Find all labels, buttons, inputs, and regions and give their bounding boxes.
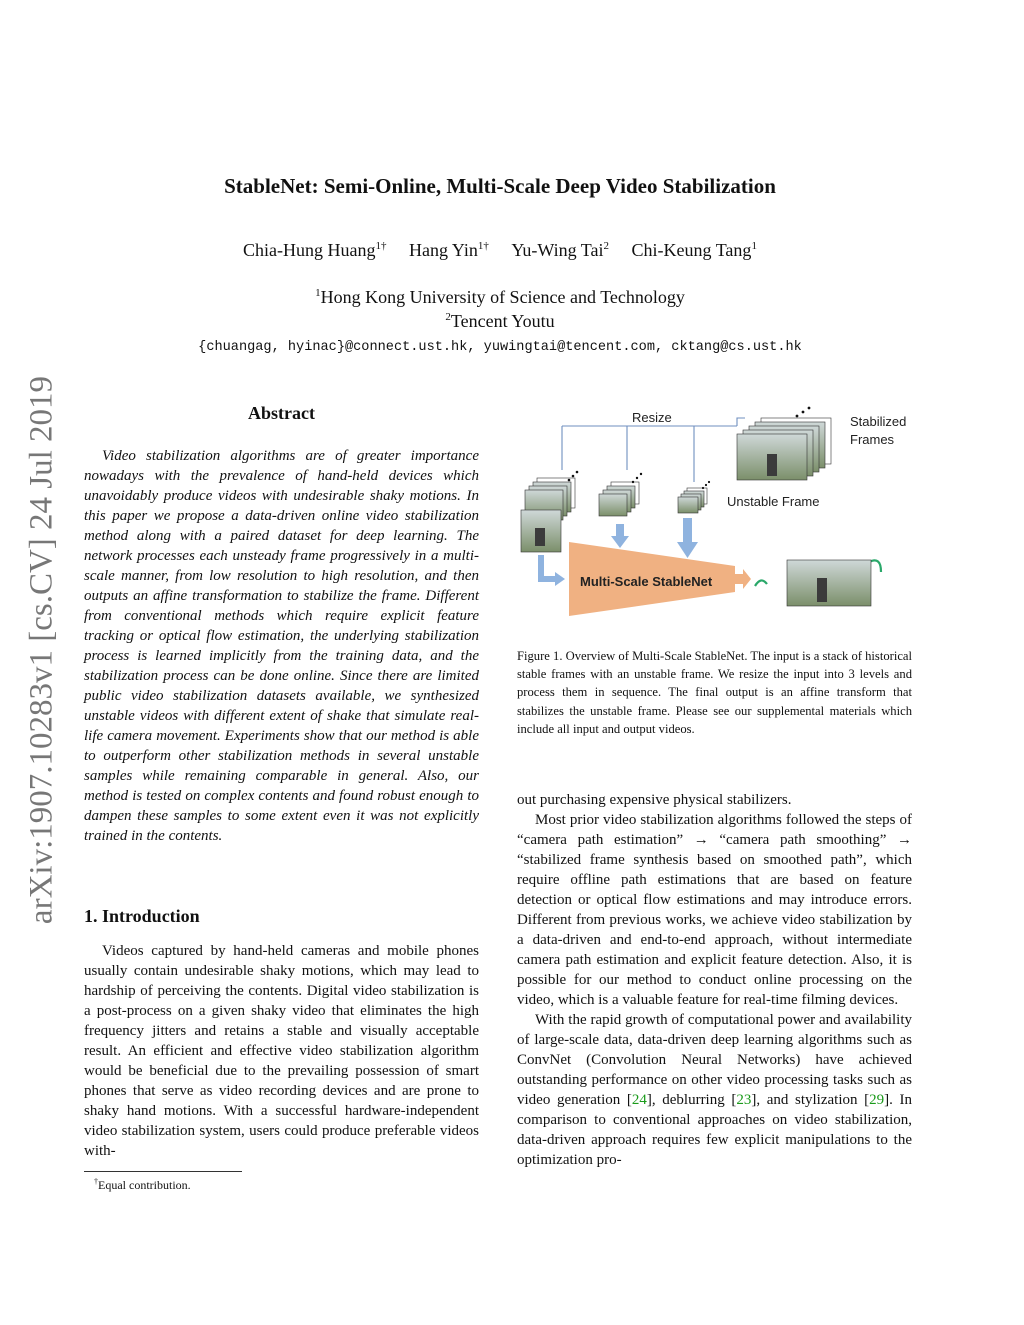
author: Yu-Wing Tai$^2$: [511, 240, 610, 260]
frame-stack-medium: [599, 473, 642, 516]
footnote-rule: [84, 1171, 242, 1172]
network-label: Multi-Scale StableNet: [580, 574, 713, 589]
unstable-frame-label: Unstable Frame: [727, 494, 820, 509]
author: Hang Yin$^{1\dagger}$: [409, 240, 489, 260]
citation-link[interactable]: 23: [736, 1092, 752, 1108]
citation-link[interactable]: 29: [869, 1092, 885, 1108]
down-arrow: [677, 518, 698, 558]
abstract-heading: Abstract: [248, 403, 315, 423]
abstract-text: Video stabilization algorithms are of greater importance nowadays with the prevalence of hand-held devices which unavoidably produce videos with undesirable shaky motions. In this paper we propose a data-driven online video stabilization method along with a paired dataset for deep learning. The network processes each unsteady frame progressively in a multi-scale manner, from low resolution to high resolution, and then outputs an affine transformation to stabilize the frame. Different from conventional methods which require explicit feature tracking or optical flow estimation, the underlying stabilization process is learned implicitly from the training data, and the stabilization process can be done online. Since there are limited public video stabilization datasets available, we synthesized unstable videos with different extent of shake that simulate real-life camera movement. Experiments show that our method is able to outperform other stabilization methods in several unstable samples while remaining comparable in general. Also, our method is tested on complex contents and found robust enough to dampen these samples to some extent even it was not explicitly trained in the contents.: [84, 448, 479, 844]
figure-overview: [517, 400, 912, 622]
stabilized-label: Stabilized: [850, 414, 907, 429]
citation-link[interactable]: 24: [631, 1092, 647, 1108]
author: Chi-Keung Tang$^1$: [631, 240, 757, 260]
resize-lines: [562, 418, 745, 482]
stabilized-frame-stack: [737, 407, 831, 480]
output-frame: [787, 560, 871, 606]
affiliation: $^1$Hong Kong University of Science and Technology: [315, 287, 685, 307]
author: Chia-Hung Huang$^{1\dagger}$: [243, 240, 387, 260]
footnote: †Equal contribution.: [94, 1177, 191, 1192]
introduction-paragraph: Videos captured by hand-held cameras and mobile phones usually contain undesirable shaky motions, which may lead to hardship of perceiving the contents. Digital video stabilization is a post-process on a given shaky video that eliminates the high frequency jitters and retains a stable and visually acceptable result. An efficient and effective video stabilization algorithm would be beneficial due to the prevailing possession of smart phones that serve as video recording devices and are prone to shaky hand motions. With a successful hardware-independent video stabilization system, users could produce preferable videos with-: [84, 943, 479, 1159]
resize-label: Resize: [632, 410, 672, 425]
introduction-heading: 1. Introduction: [84, 906, 200, 926]
frame-stack-small: [678, 481, 710, 513]
author-emails: {chuangag, hyinac}@connect.ust.hk, yuwingtai@tencent.com, cktang@cs.ust.hk: [198, 340, 802, 355]
curve-arrow: [755, 580, 767, 586]
output-arrow: [735, 569, 751, 589]
figure-caption: Figure 1. Overview of Multi-Scale StableNet. The input is a stack of historical stable frames with an unstable frame. We resize the input into 3 levels and process them in sequence. The final output is an affine transform that stabilizes the unstable frame. Please see our supplemental materials which include all input and output videos.: [517, 649, 912, 736]
affiliation: $^2$Tencent Youtu: [445, 311, 555, 331]
frames-label: Frames: [850, 432, 895, 447]
frame-stack-large: [521, 471, 578, 552]
down-arrow: [611, 524, 629, 548]
author-list: [0, 240, 1000, 261]
introduction-right-column: out purchasing expensive physical stabilizers. Most prior video stabilization algorithms followed the steps of “camera path estimation” → “camera path smoothing” → “stabilized frame synthesis based on smoothed path”, which require offline path estimations that are based on feature detection or optical flow estimations and may introduce errors. Different from previous works, we achieve video stabilization by a data-driven and end-to-end approach, without intermediate camera path estimation and explicit feature detection. Also, it is possible for our method to conduct online processing on the video, which is a valuable feature for real-time filming devices. With the rapid growth of computational power and availability of large-scale data, data-driven deep learning algorithms such as ConvNet (Convolution Neural Networks) have achieved outstanding performance on other video processing tasks such as video generation [24], deblurring [23], and stylization [29]. In comparison to conventional approaches on video stabilization, data-driven approach requires few explicit manipulations to the optimization pro-: [517, 792, 912, 1168]
entry-arrow: [538, 555, 565, 586]
paragraph-with-citations: With the rapid growth of computational power and availability of large-scale data, data-driven deep learning algorithms such as ConvNet (Convolution Neural Networks) have achieved outstanding performance on other video processing tasks such as video generation [24], deblurring [23], and stylization [29]. In comparison to conventional approaches on video stabilization, data-driven approach requires few explicit manipulations to the optimization pro-: [517, 1012, 912, 1168]
paper-title: StableNet: Semi-Online, Multi-Scale Deep Video Stabilization: [224, 174, 776, 198]
